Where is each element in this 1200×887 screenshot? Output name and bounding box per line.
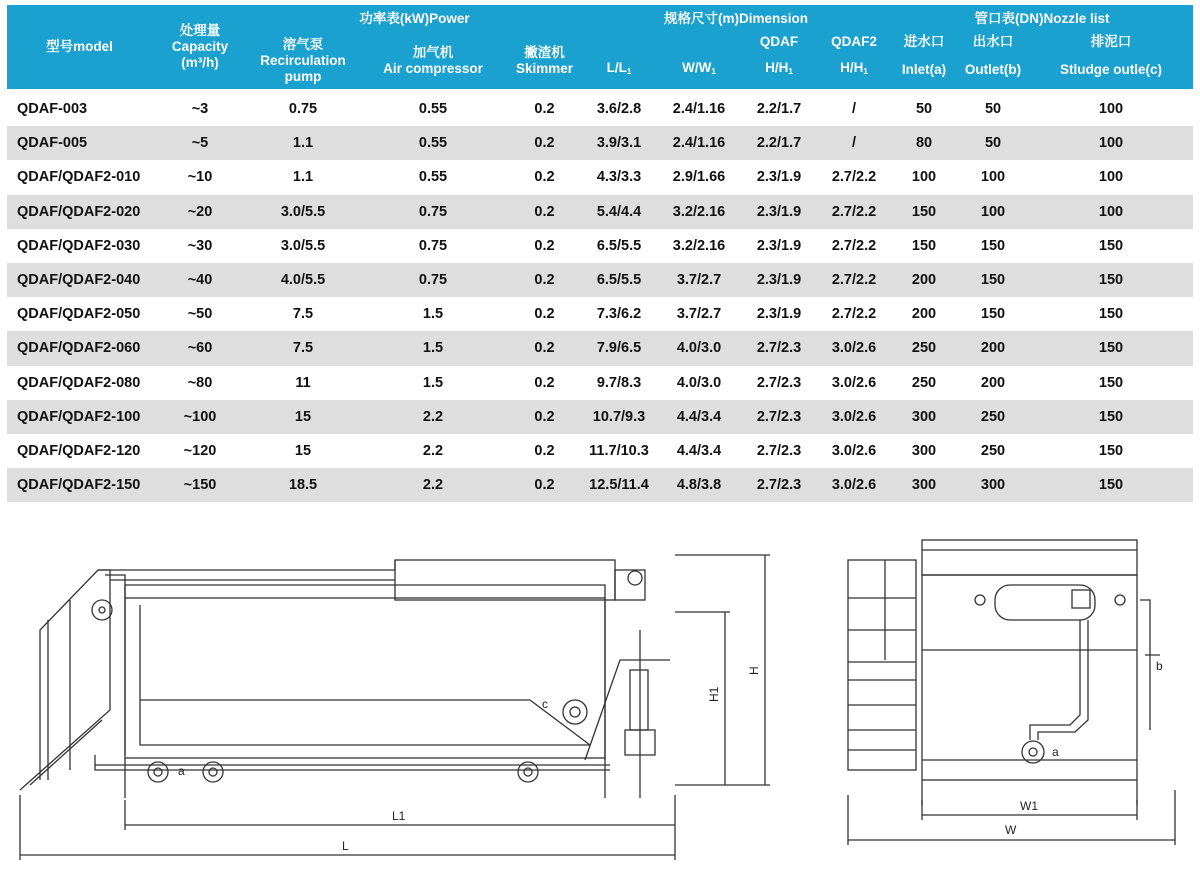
cell-height-qdaf: 2.3/1.9 bbox=[741, 229, 817, 263]
side-motor-icon bbox=[628, 571, 642, 585]
header-length-sub: 1 bbox=[626, 67, 632, 76]
header-skimmer-cn: 撇渣机 bbox=[524, 44, 565, 60]
cell-height-qdaf: 2.7/2.3 bbox=[741, 468, 817, 502]
cell-recirc-pump: 7.5 bbox=[248, 297, 358, 331]
cell-air-compressor: 2.2 bbox=[358, 400, 508, 434]
cell-inlet: 80 bbox=[891, 126, 957, 160]
table-row bbox=[7, 468, 1193, 502]
cell-width: 4.4/3.4 bbox=[657, 400, 741, 434]
header-blank-w bbox=[657, 32, 741, 51]
cell-height-qdaf: 2.7/2.3 bbox=[741, 366, 817, 400]
header-height-qdaf-sub: 1 bbox=[788, 67, 793, 76]
header-qdaf: QDAF bbox=[741, 32, 817, 51]
cell-height-qdaf: 2.2/1.7 bbox=[741, 91, 817, 127]
table-row bbox=[7, 366, 1193, 400]
cell-height-qdaf2: 3.0/2.6 bbox=[817, 434, 891, 468]
front-top-equipment bbox=[922, 540, 1137, 575]
cell-outlet: 250 bbox=[957, 434, 1029, 468]
cell-length: 5.4/4.4 bbox=[581, 195, 657, 229]
cell-recirc-pump: 15 bbox=[248, 400, 358, 434]
cell-air-compressor: 0.75 bbox=[358, 195, 508, 229]
cell-recirc-pump: 1.1 bbox=[248, 126, 358, 160]
cell-length: 3.6/2.8 bbox=[581, 91, 657, 127]
cell-inlet: 200 bbox=[891, 297, 957, 331]
cell-sludge: 150 bbox=[1029, 366, 1193, 400]
table-row bbox=[7, 195, 1193, 229]
cell-width: 4.0/3.0 bbox=[657, 331, 741, 365]
cell-sludge: 150 bbox=[1029, 468, 1193, 502]
cell-height-qdaf2: 2.7/2.2 bbox=[817, 229, 891, 263]
cell-height-qdaf2: / bbox=[817, 126, 891, 160]
header-air-cn: 加气机 bbox=[412, 44, 454, 60]
side-ramp-outline bbox=[20, 570, 110, 790]
cell-height-qdaf2: 3.0/2.6 bbox=[817, 331, 891, 365]
cell-outlet: 200 bbox=[957, 331, 1029, 365]
cell-outlet: 100 bbox=[957, 195, 1029, 229]
cell-inlet: 300 bbox=[891, 434, 957, 468]
cell-skimmer: 0.2 bbox=[508, 229, 581, 263]
cell-outlet: 50 bbox=[957, 126, 1029, 160]
cell-length: 7.9/6.5 bbox=[581, 331, 657, 365]
side-tank-body bbox=[125, 598, 605, 758]
cell-outlet: 150 bbox=[957, 263, 1029, 297]
cell-width: 4.8/3.8 bbox=[657, 468, 741, 502]
cell-sludge: 150 bbox=[1029, 400, 1193, 434]
cell-height-qdaf2: 3.0/2.6 bbox=[817, 400, 891, 434]
specification-table bbox=[7, 5, 1193, 502]
cell-height-qdaf: 2.7/2.3 bbox=[741, 331, 817, 365]
cell-model: QDAF/QDAF2-040 bbox=[7, 263, 152, 297]
cell-inlet: 150 bbox=[891, 229, 957, 263]
cell-skimmer: 0.2 bbox=[508, 297, 581, 331]
cell-outlet: 100 bbox=[957, 160, 1029, 194]
cell-air-compressor: 0.75 bbox=[358, 229, 508, 263]
cell-capacity: ~60 bbox=[152, 331, 248, 365]
dim-label-l1: L1 bbox=[392, 809, 406, 823]
cell-skimmer: 0.2 bbox=[508, 91, 581, 127]
header-recirc-cn: 溶气泵 bbox=[282, 36, 324, 52]
header-capacity-unit: (m³/h) bbox=[181, 55, 219, 70]
cell-skimmer: 0.2 bbox=[508, 366, 581, 400]
cell-inlet: 250 bbox=[891, 366, 957, 400]
header-sludge-en: Stludge outle(c) bbox=[1029, 51, 1193, 91]
cell-length: 10.7/9.3 bbox=[581, 400, 657, 434]
header-recirc-en: Recirculation bbox=[260, 52, 346, 68]
cell-skimmer: 0.2 bbox=[508, 468, 581, 502]
cell-outlet: 150 bbox=[957, 297, 1029, 331]
cell-model: QDAF/QDAF2-020 bbox=[7, 195, 152, 229]
cell-height-qdaf: 2.3/1.9 bbox=[741, 160, 817, 194]
cell-recirc-pump: 0.75 bbox=[248, 91, 358, 127]
cell-model: QDAF/QDAF2-010 bbox=[7, 160, 152, 194]
cell-sludge: 100 bbox=[1029, 195, 1193, 229]
cell-capacity: ~30 bbox=[152, 229, 248, 263]
cell-length: 4.3/3.3 bbox=[581, 160, 657, 194]
header-inlet-en: Inlet(a) bbox=[891, 51, 957, 91]
cell-sludge: 100 bbox=[1029, 160, 1193, 194]
cell-height-qdaf2: 3.0/2.6 bbox=[817, 468, 891, 502]
cell-height-qdaf: 2.3/1.9 bbox=[741, 263, 817, 297]
header-skimmer-en: Skimmer bbox=[515, 60, 574, 76]
table-row bbox=[7, 434, 1193, 468]
header-width: $W/W_1$ bbox=[657, 51, 741, 91]
header-air-compressor bbox=[358, 32, 508, 91]
cell-recirc-pump: 7.5 bbox=[248, 331, 358, 365]
cell-model: QDAF/QDAF2-060 bbox=[7, 331, 152, 365]
cell-inlet: 200 bbox=[891, 263, 957, 297]
front-tag-a: a bbox=[1052, 745, 1059, 759]
cell-height-qdaf: 2.2/1.7 bbox=[741, 126, 817, 160]
cell-inlet: 50 bbox=[891, 91, 957, 127]
cell-length: 11.7/10.3 bbox=[581, 434, 657, 468]
cell-sludge: 150 bbox=[1029, 297, 1193, 331]
cell-air-compressor: 1.5 bbox=[358, 331, 508, 365]
cell-width: 4.4/3.4 bbox=[657, 434, 741, 468]
side-tag-a: a bbox=[178, 764, 185, 778]
cell-skimmer: 0.2 bbox=[508, 126, 581, 160]
cell-recirc-pump: 3.0/5.5 bbox=[248, 195, 358, 229]
cell-recirc-pump: 3.0/5.5 bbox=[248, 229, 358, 263]
header-capacity-cn: 处理量 bbox=[179, 23, 221, 38]
cell-air-compressor: 0.55 bbox=[358, 160, 508, 194]
cell-height-qdaf2: / bbox=[817, 91, 891, 127]
cell-capacity: ~5 bbox=[152, 126, 248, 160]
side-elevation-drawing bbox=[10, 530, 761, 870]
cell-model: QDAF/QDAF2-050 bbox=[7, 297, 152, 331]
cell-length: 7.3/6.2 bbox=[581, 297, 657, 331]
header-dimension-group: 规格尺寸(m)Dimension bbox=[581, 5, 891, 32]
cell-sludge: 150 bbox=[1029, 229, 1193, 263]
header-inlet-cn: 进水口 bbox=[891, 32, 957, 51]
cell-model: QDAF/QDAF2-030 bbox=[7, 229, 152, 263]
cell-capacity: ~10 bbox=[152, 160, 248, 194]
header-recirc-en2: pump bbox=[284, 68, 322, 84]
cell-height-qdaf2: 3.0/2.6 bbox=[817, 366, 891, 400]
cell-height-qdaf2: 2.7/2.2 bbox=[817, 160, 891, 194]
cell-inlet: 250 bbox=[891, 331, 957, 365]
header-model: 型号model bbox=[7, 5, 152, 91]
cell-capacity: ~80 bbox=[152, 366, 248, 400]
cell-recirc-pump: 15 bbox=[248, 434, 358, 468]
header-blank-l bbox=[581, 32, 657, 51]
cell-sludge: 150 bbox=[1029, 331, 1193, 365]
cell-model: QDAF-005 bbox=[7, 126, 152, 160]
cell-width: 2.4/1.16 bbox=[657, 91, 741, 127]
cell-capacity: ~3 bbox=[152, 91, 248, 127]
cell-capacity: ~100 bbox=[152, 400, 248, 434]
cell-inlet: 300 bbox=[891, 468, 957, 502]
cell-inlet: 300 bbox=[891, 400, 957, 434]
cell-recirc-pump: 11 bbox=[248, 366, 358, 400]
side-top-equipment bbox=[395, 560, 615, 600]
cell-height-qdaf: 2.7/2.3 bbox=[741, 400, 817, 434]
side-tag-c: c bbox=[542, 697, 548, 711]
header-height-qdaf2: $H/H_1$ bbox=[817, 51, 891, 91]
cell-outlet: 50 bbox=[957, 91, 1029, 127]
cell-model: QDAF/QDAF2-120 bbox=[7, 434, 152, 468]
header-length: $L/L_1$ bbox=[581, 51, 657, 91]
cell-sludge: 100 bbox=[1029, 91, 1193, 127]
cell-length: 9.7/8.3 bbox=[581, 366, 657, 400]
cell-model: QDAF/QDAF2-080 bbox=[7, 366, 152, 400]
header-air-en: Air compressor bbox=[383, 60, 483, 76]
table-row bbox=[7, 331, 1193, 365]
cell-outlet: 250 bbox=[957, 400, 1029, 434]
cell-height-qdaf: 2.3/1.9 bbox=[741, 297, 817, 331]
cell-skimmer: 0.2 bbox=[508, 331, 581, 365]
cell-height-qdaf: 2.3/1.9 bbox=[741, 195, 817, 229]
cell-height-qdaf2: 2.7/2.2 bbox=[817, 263, 891, 297]
cell-length: 12.5/11.4 bbox=[581, 468, 657, 502]
cell-width: 3.7/2.7 bbox=[657, 263, 741, 297]
cell-sludge: 150 bbox=[1029, 263, 1193, 297]
cell-height-qdaf2: 2.7/2.2 bbox=[817, 195, 891, 229]
cell-air-compressor: 1.5 bbox=[358, 297, 508, 331]
dim-label-l: L bbox=[342, 839, 349, 853]
cell-length: 3.9/3.1 bbox=[581, 126, 657, 160]
header-qdaf2: QDAF2 bbox=[817, 32, 891, 51]
cell-recirc-pump: 1.1 bbox=[248, 160, 358, 194]
cell-air-compressor: 2.2 bbox=[358, 468, 508, 502]
cell-outlet: 150 bbox=[957, 229, 1029, 263]
cell-outlet: 300 bbox=[957, 468, 1029, 502]
header-recirc-pump bbox=[248, 32, 358, 91]
table-body bbox=[7, 91, 1193, 503]
header-outlet-en: Outlet(b) bbox=[957, 51, 1029, 91]
table-row bbox=[7, 160, 1193, 194]
side-recirc-pump bbox=[630, 670, 648, 730]
side-nozzle-c bbox=[563, 700, 587, 724]
cell-capacity: ~40 bbox=[152, 263, 248, 297]
cell-model: QDAF/QDAF2-150 bbox=[7, 468, 152, 502]
cell-air-compressor: 2.2 bbox=[358, 434, 508, 468]
cell-capacity: ~20 bbox=[152, 195, 248, 229]
cell-sludge: 150 bbox=[1029, 434, 1193, 468]
cell-capacity: ~50 bbox=[152, 297, 248, 331]
cell-width: 3.7/2.7 bbox=[657, 297, 741, 331]
dim-label-w: W bbox=[1005, 823, 1017, 837]
table-row bbox=[7, 263, 1193, 297]
header-height-qdaf2-sub: 1 bbox=[863, 67, 868, 76]
header-nozzle-group: 管口表(DN)Nozzle list bbox=[891, 5, 1193, 32]
cell-skimmer: 0.2 bbox=[508, 160, 581, 194]
cell-model: QDAF-003 bbox=[7, 91, 152, 127]
cell-outlet: 200 bbox=[957, 366, 1029, 400]
cell-inlet: 150 bbox=[891, 195, 957, 229]
cell-air-compressor: 1.5 bbox=[358, 366, 508, 400]
table-row bbox=[7, 126, 1193, 160]
header-sludge-cn: 排泥口 bbox=[1029, 32, 1193, 51]
table-header bbox=[7, 5, 1193, 91]
table-row bbox=[7, 297, 1193, 331]
front-stair-tower bbox=[848, 560, 916, 770]
front-elevation-drawing bbox=[830, 530, 1190, 870]
dim-label-w1: W1 bbox=[1020, 799, 1038, 813]
cell-height-qdaf2: 2.7/2.2 bbox=[817, 297, 891, 331]
cell-air-compressor: 0.75 bbox=[358, 263, 508, 297]
cell-air-compressor: 0.55 bbox=[358, 91, 508, 127]
cell-capacity: ~120 bbox=[152, 434, 248, 468]
cell-model: QDAF/QDAF2-100 bbox=[7, 400, 152, 434]
cell-sludge: 100 bbox=[1029, 126, 1193, 160]
header-capacity-en: Capacity bbox=[171, 39, 229, 54]
table-row bbox=[7, 400, 1193, 434]
header-power-group: 功率表(kW)Power bbox=[248, 5, 581, 32]
cell-skimmer: 0.2 bbox=[508, 400, 581, 434]
table-row bbox=[7, 229, 1193, 263]
cell-skimmer: 0.2 bbox=[508, 263, 581, 297]
dim-label-h1: H1 bbox=[707, 686, 721, 702]
cell-inlet: 100 bbox=[891, 160, 957, 194]
cell-skimmer: 0.2 bbox=[508, 434, 581, 468]
cell-height-qdaf: 2.7/2.3 bbox=[741, 434, 817, 468]
cell-skimmer: 0.2 bbox=[508, 195, 581, 229]
front-tag-b: b bbox=[1156, 659, 1163, 673]
cell-air-compressor: 0.55 bbox=[358, 126, 508, 160]
cell-width: 4.0/3.0 bbox=[657, 366, 741, 400]
dim-label-h: H bbox=[747, 666, 761, 675]
cell-recirc-pump: 18.5 bbox=[248, 468, 358, 502]
cell-width: 2.4/1.16 bbox=[657, 126, 741, 160]
table-row bbox=[7, 91, 1193, 127]
cell-width: 2.9/1.66 bbox=[657, 160, 741, 194]
header-capacity bbox=[152, 5, 248, 91]
cell-width: 3.2/2.16 bbox=[657, 195, 741, 229]
cell-recirc-pump: 4.0/5.5 bbox=[248, 263, 358, 297]
cell-width: 3.2/2.16 bbox=[657, 229, 741, 263]
cell-length: 6.5/5.5 bbox=[581, 229, 657, 263]
cell-capacity: ~150 bbox=[152, 468, 248, 502]
header-width-sub: 1 bbox=[711, 67, 716, 76]
header-outlet-cn: 出水口 bbox=[957, 32, 1029, 51]
header-skimmer bbox=[508, 32, 581, 91]
cell-length: 6.5/5.5 bbox=[581, 263, 657, 297]
header-height-qdaf: $H/H_1$ bbox=[741, 51, 817, 91]
